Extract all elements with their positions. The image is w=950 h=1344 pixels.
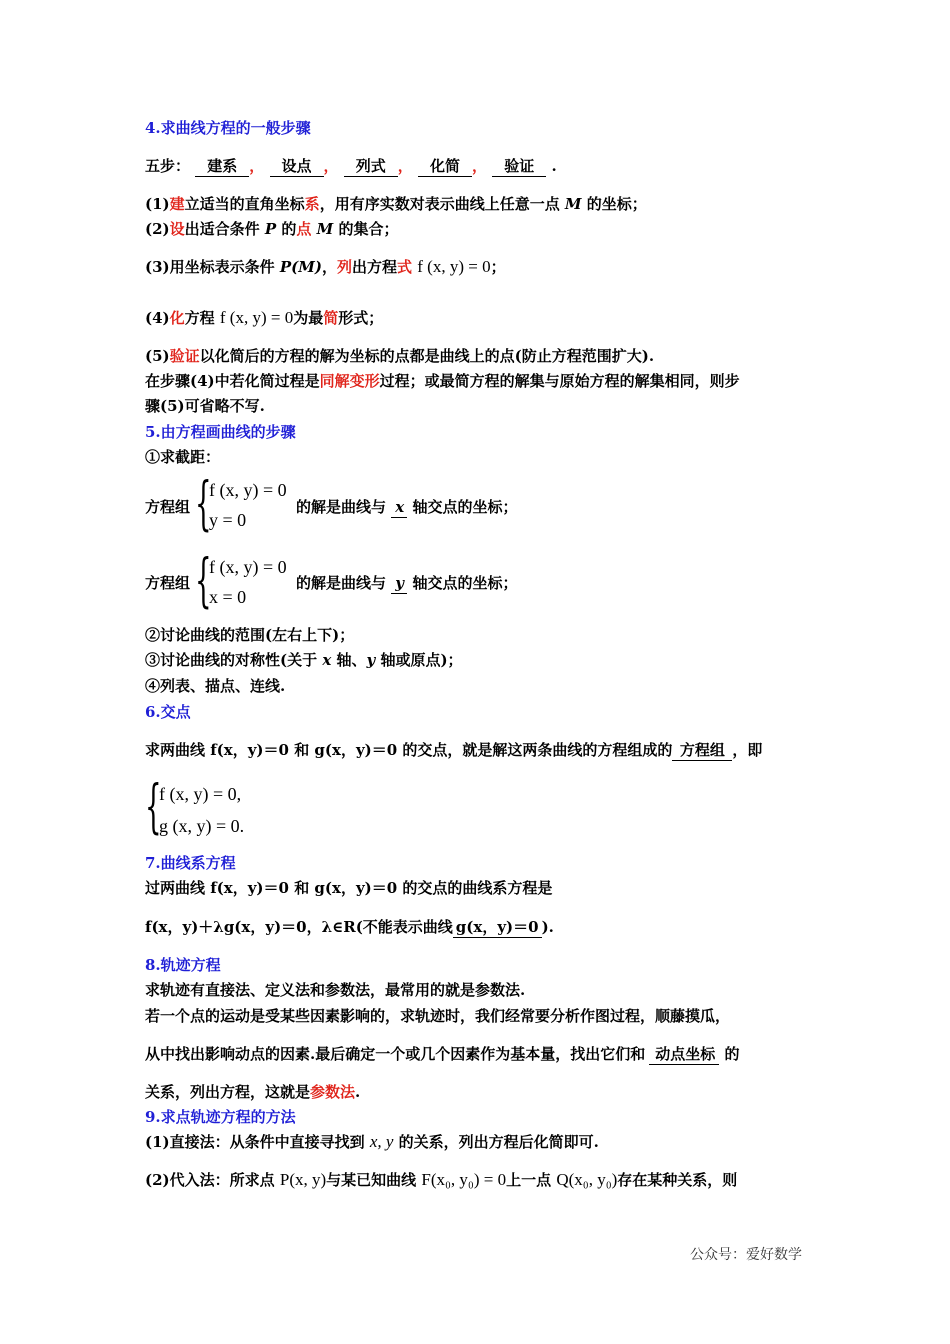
step-blank-4: 化简 xyxy=(418,156,472,177)
note-line-1: 在步骤(4)中若化简过程是同解变形过程；或最简方程的解集与原始方程的解集相同，则步 xyxy=(145,372,740,390)
trajectory-line-2: 若一个点的运动是受某些因素影响的，求轨迹时，我们经常要分析作图过程，顺藤摸瓜， xyxy=(145,1007,731,1025)
note-line-2: 骤(5)可省略不写. xyxy=(145,397,265,415)
blank-g-xy: g(x，y)＝0 xyxy=(453,917,542,938)
section-4-title: 4.求曲线方程的一般步骤 xyxy=(145,119,311,137)
footer-watermark: 公众号：爱好数学 xyxy=(690,1247,802,1263)
curve-F: F(x₀, y₀) = 0 xyxy=(421,1170,507,1189)
system-1-desc: 的解是曲线与 x 轴交点的坐标； xyxy=(296,498,518,516)
trajectory-line-3: 从中找出影响动点的因素.最后确定一个或几个因素作为基本量，找出它们和 动点坐标 的 xyxy=(145,1045,740,1063)
step-5-text: (5)验证以化简后的方程的解为坐标的点都是曲线上的点(防止方程范围扩大). xyxy=(145,347,655,365)
curve-family-text-2: f(x，y)＋λg(x，y)＝0，λ∈R(不能表示曲线 g(x，y)＝0 ). xyxy=(145,918,554,936)
step-blank-1: 建系 xyxy=(195,156,249,177)
step-blank-3: 列式 xyxy=(344,156,398,177)
point-q: Q(x₀, y₀) xyxy=(556,1170,618,1189)
equation-system-2: { f (x, y) = 0 x = 0 xyxy=(195,546,287,614)
item-4: ④列表、描点、连线. xyxy=(145,677,286,695)
five-steps-line: 五步： 建系 ， 设点 ， 列式 ， 化简 ， 验证 . xyxy=(145,157,557,175)
step-3-text: (3)用坐标表示条件 P(M)，列出方程式 f (x, y) = 0； xyxy=(145,257,506,276)
intersection-text: 求两曲线 f(x，y)＝0 和 g(x，y)＝0 的交点，就是解这两条曲线的方程组成的 方程组 ，即 xyxy=(145,741,763,759)
method-substitution: (2)代入法：所求点 P(x, y)与某已知曲线 F(x₀, y₀) = 0上一点 Q(x₀, y₀)存在某种关系，则 xyxy=(145,1170,738,1189)
item-3: ③讨论曲线的对称性(关于 x 轴、y 轴或原点)； xyxy=(145,651,463,669)
blank-moving-point-coords: 动点坐标 xyxy=(649,1044,719,1065)
step-blank-2: 设点 xyxy=(270,156,324,177)
section-8-title: 8.轨迹方程 xyxy=(145,956,221,974)
left-brace-icon: { xyxy=(145,772,162,840)
step-blank-5: 验证 xyxy=(492,156,546,177)
blank-equation-group: 方程组 xyxy=(672,740,732,761)
left-brace-icon: { xyxy=(195,469,212,537)
system-2-desc: 的解是曲线与 y 轴交点的坐标； xyxy=(296,574,518,592)
point-p: P(x, y) xyxy=(279,1170,327,1189)
trajectory-line-1: 求轨迹有直接法、定义法和参数法，最常用的就是参数法. xyxy=(145,981,526,999)
step-1-text: (1)建立适当的直角坐标系，用有序实数对表示曲线上任意一点 M 的坐标； xyxy=(145,195,647,213)
equation-f-xy-2: f (x, y) = 0 xyxy=(219,308,294,327)
left-brace-icon: { xyxy=(195,546,212,614)
equation-system-1: { f (x, y) = 0 y = 0 xyxy=(195,469,287,537)
step-2-text: (2)设出适合条件 P 的点 M 的集合； xyxy=(145,220,399,238)
system-2-label: 方程组 xyxy=(145,574,191,592)
curve-family-text-1: 过两曲线 f(x，y)＝0 和 g(x，y)＝0 的交点的曲线系方程是 xyxy=(145,879,553,897)
item-2: ②讨论曲线的范围(左右上下)； xyxy=(145,626,355,644)
section-6-title: 6.交点 xyxy=(145,703,191,721)
axis-blank-y: y xyxy=(391,573,407,594)
axis-blank-x: x xyxy=(391,497,407,518)
equation-system-3: { f (x, y) = 0, g (x, y) = 0. xyxy=(145,772,245,840)
trajectory-line-4: 关系，列出方程，这就是参数法. xyxy=(145,1083,361,1101)
item-1: ①求截距： xyxy=(145,448,221,466)
section-7-title: 7.曲线系方程 xyxy=(145,854,236,872)
system-1-label: 方程组 xyxy=(145,498,191,516)
method-direct: (1)直接法：从条件中直接寻找到 x, y 的关系，列出方程后化简即可. xyxy=(145,1132,599,1151)
equation-f-xy: f (x, y) = 0 xyxy=(417,257,491,276)
section-9-title: 9.求点轨迹方程的方法 xyxy=(145,1108,296,1126)
step-4-text: (4)化方程 f (x, y) = 0为最简形式； xyxy=(145,308,384,327)
section-5-title: 5.由方程画曲线的步骤 xyxy=(145,423,296,441)
